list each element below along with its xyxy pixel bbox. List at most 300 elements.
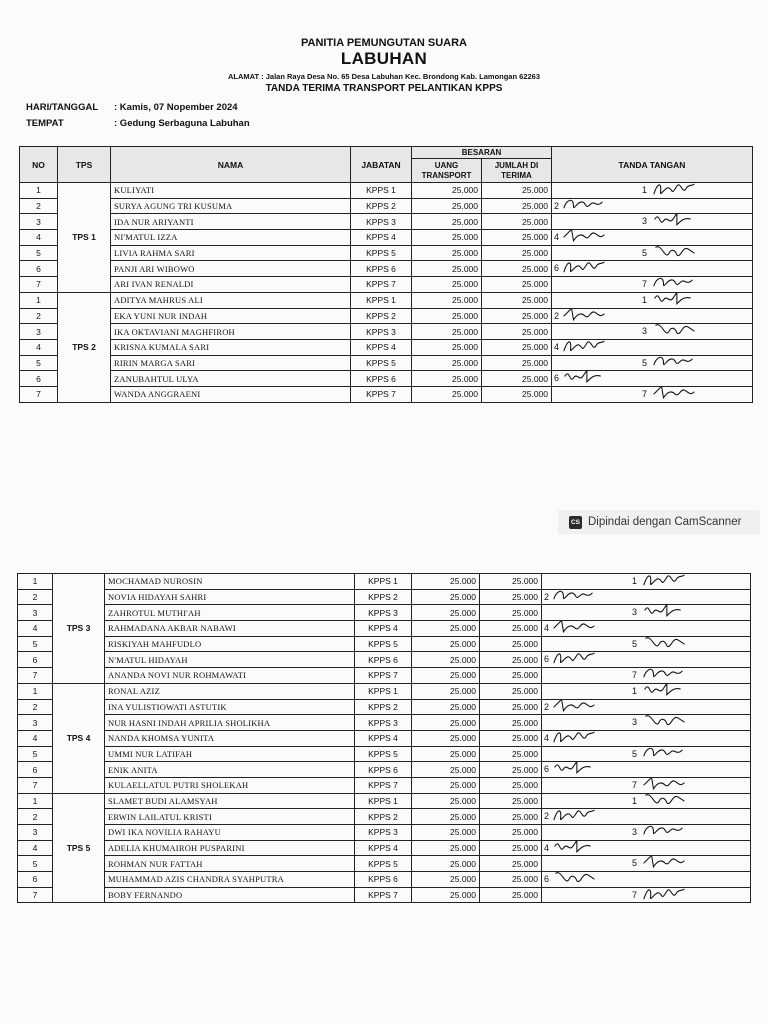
cell-jabatan: KPPS 5 xyxy=(351,355,412,371)
cell-tanda-tangan xyxy=(552,292,753,308)
cell-no: 4 xyxy=(18,730,53,746)
cell-tanda-tangan xyxy=(542,699,751,715)
cell-no: 5 xyxy=(18,746,53,762)
cell-nama: IDA NUR ARIYANTI xyxy=(111,214,351,230)
cell-no: 1 xyxy=(18,793,53,809)
signature-number: 6 xyxy=(554,263,560,274)
cell-uang-transport: 25.000 xyxy=(412,292,482,308)
cell-nama: ROHMAN NUR FATTAH xyxy=(105,856,355,872)
signature-mark xyxy=(552,840,596,856)
cell-uang-transport: 25.000 xyxy=(412,621,480,637)
table-row xyxy=(18,762,751,778)
cell-jabatan: KPPS 5 xyxy=(355,746,412,762)
cell-jabatan: KPPS 7 xyxy=(355,777,412,793)
cell-nama: RIRIN MARGA SARI xyxy=(111,355,351,371)
cell-tanda-tangan xyxy=(542,887,751,903)
cell-nama: BOBY FERNANDO xyxy=(105,887,355,903)
table-row xyxy=(18,777,751,793)
signature-mark xyxy=(642,715,686,731)
cell-jumlah-diterima: 25.000 xyxy=(482,371,552,387)
table-row xyxy=(18,856,751,872)
date-row xyxy=(26,102,238,113)
signature-mark xyxy=(642,605,686,621)
cell-jumlah-diterima: 25.000 xyxy=(482,277,552,293)
table-row xyxy=(20,245,753,261)
cell-tanda-tangan xyxy=(542,840,751,856)
place-value: : Gedung Serbaguna Labuhan xyxy=(114,118,250,129)
cell-jumlah-diterima: 25.000 xyxy=(480,809,542,825)
table-row xyxy=(18,636,751,652)
cell-uang-transport: 25.000 xyxy=(412,230,482,246)
signature-number: 7 xyxy=(642,388,648,399)
cell-nama: KRISNA KUMALA SARI xyxy=(111,339,351,355)
signature-mark xyxy=(552,730,596,746)
cell-jumlah-diterima: 25.000 xyxy=(480,574,542,590)
cell-tanda-tangan xyxy=(552,308,753,324)
signature-number: 1 xyxy=(642,294,648,305)
cell-tanda-tangan xyxy=(552,371,753,387)
signature-mark xyxy=(642,887,686,903)
camscanner-text: Dipindai dengan CamScanner xyxy=(588,516,742,528)
cell-tanda-tangan xyxy=(552,245,753,261)
col-uang-line1: UANG xyxy=(434,160,459,170)
col-besaran: BESARAN xyxy=(412,147,552,159)
cell-nama: ADELIA KHUMAIROH PUSPARINI xyxy=(105,840,355,856)
cell-nama: EKA YUNI NUR INDAH xyxy=(111,308,351,324)
signature-number: 2 xyxy=(544,811,550,822)
cell-no: 7 xyxy=(18,887,53,903)
cell-tanda-tangan xyxy=(552,214,753,230)
cell-jumlah-diterima: 25.000 xyxy=(482,324,552,340)
cell-no: 2 xyxy=(20,198,58,214)
signature-mark xyxy=(652,277,696,293)
cell-jabatan: KPPS 4 xyxy=(351,339,412,355)
table-row xyxy=(18,825,751,841)
cell-uang-transport: 25.000 xyxy=(412,308,482,324)
cell-tanda-tangan xyxy=(542,825,751,841)
cell-no: 7 xyxy=(20,386,58,402)
table-row xyxy=(20,183,753,199)
col-uang-transport xyxy=(412,159,482,183)
document-title: TANDA TERIMA TRANSPORT PELANTIKAN KPPS xyxy=(265,83,503,94)
table-row xyxy=(20,214,753,230)
cell-no: 3 xyxy=(18,825,53,841)
cell-tanda-tangan xyxy=(542,872,751,888)
cell-no: 7 xyxy=(18,777,53,793)
cell-nama: RONAL AZIZ xyxy=(105,683,355,699)
signature-mark xyxy=(642,574,686,590)
camscanner-logo-icon: CS xyxy=(569,516,582,529)
cell-nama: ENIK ANITA xyxy=(105,762,355,778)
cell-tanda-tangan xyxy=(542,777,751,793)
cell-uang-transport: 25.000 xyxy=(412,589,480,605)
cell-tanda-tangan xyxy=(542,605,751,621)
table-row xyxy=(18,668,751,684)
signature-mark xyxy=(652,183,696,199)
table-row xyxy=(18,793,751,809)
cell-uang-transport: 25.000 xyxy=(412,777,480,793)
cell-nama: N'MATUL HIDAYAH xyxy=(105,652,355,668)
signature-number: 1 xyxy=(632,795,638,806)
table-row xyxy=(18,840,751,856)
cell-jabatan: KPPS 5 xyxy=(351,245,412,261)
cell-no: 1 xyxy=(20,183,58,199)
signature-number: 7 xyxy=(642,279,648,290)
cell-jabatan: KPPS 5 xyxy=(355,636,412,652)
cell-uang-transport: 25.000 xyxy=(412,261,482,277)
cell-uang-transport: 25.000 xyxy=(412,371,482,387)
signature-mark xyxy=(642,668,686,684)
table-row xyxy=(18,574,751,590)
cell-uang-transport: 25.000 xyxy=(412,762,480,778)
address-line: ALAMAT : Jalan Raya Desa No. 65 Desa Labuhan Kec. Brondong Kab. Lamongan 62263 xyxy=(227,72,541,81)
cell-tanda-tangan xyxy=(542,589,751,605)
cell-jabatan: KPPS 1 xyxy=(351,292,412,308)
cell-uang-transport: 25.000 xyxy=(412,856,480,872)
table-row xyxy=(18,605,751,621)
cell-jumlah-diterima: 25.000 xyxy=(482,386,552,402)
signature-mark xyxy=(562,371,606,387)
signature-number: 3 xyxy=(642,216,648,227)
cell-uang-transport: 25.000 xyxy=(412,872,480,888)
cell-jumlah-diterima: 25.000 xyxy=(480,636,542,652)
cell-jabatan: KPPS 7 xyxy=(351,386,412,402)
cell-nama: ZANUBAHTUL ULYA xyxy=(111,371,351,387)
cell-jabatan: KPPS 1 xyxy=(355,683,412,699)
cell-jabatan: KPPS 4 xyxy=(355,730,412,746)
cell-nama: NI'MATUL IZZA xyxy=(111,230,351,246)
cell-nama: MUHAMMAD AZIS CHANDRA SYAHPUTRA xyxy=(105,872,355,888)
cell-jumlah-diterima: 25.000 xyxy=(482,230,552,246)
table-row xyxy=(18,683,751,699)
signature-number: 4 xyxy=(554,232,560,243)
cell-jumlah-diterima: 25.000 xyxy=(480,589,542,605)
table-row xyxy=(18,652,751,668)
cell-jumlah-diterima: 25.000 xyxy=(480,621,542,637)
cell-no: 3 xyxy=(20,214,58,230)
cell-uang-transport: 25.000 xyxy=(412,324,482,340)
cell-tps: TPS 1 xyxy=(58,183,111,293)
signature-mark xyxy=(642,746,686,762)
signature-mark xyxy=(552,589,596,605)
cell-jabatan: KPPS 4 xyxy=(355,621,412,637)
cell-no: 6 xyxy=(20,261,58,277)
cell-no: 5 xyxy=(20,355,58,371)
cell-uang-transport: 25.000 xyxy=(412,339,482,355)
table-row xyxy=(18,887,751,903)
cell-uang-transport: 25.000 xyxy=(412,887,480,903)
cell-jumlah-diterima: 25.000 xyxy=(480,605,542,621)
signature-number: 7 xyxy=(632,889,638,900)
signature-number: 4 xyxy=(554,341,560,352)
cell-nama: SURYA AGUNG TRI KUSUMA xyxy=(111,198,351,214)
cell-tanda-tangan xyxy=(542,621,751,637)
cell-no: 1 xyxy=(18,574,53,590)
cell-no: 2 xyxy=(20,308,58,324)
cell-nama: ANANDA NOVI NUR ROHMAWATI xyxy=(105,668,355,684)
cell-jumlah-diterima: 25.000 xyxy=(480,730,542,746)
cell-nama: RISKIYAH MAHFUDLO xyxy=(105,636,355,652)
cell-jumlah-diterima: 25.000 xyxy=(480,762,542,778)
cell-nama: NANDA KHOMSA YUNITA xyxy=(105,730,355,746)
cell-jabatan: KPPS 6 xyxy=(355,872,412,888)
cell-no: 3 xyxy=(18,715,53,731)
signature-mark xyxy=(552,762,596,778)
cell-no: 5 xyxy=(18,856,53,872)
table-row xyxy=(20,308,753,324)
cell-no: 6 xyxy=(18,872,53,888)
place-row xyxy=(26,118,250,129)
table-row xyxy=(20,371,753,387)
signature-mark xyxy=(642,793,686,809)
cell-jumlah-diterima: 25.000 xyxy=(482,339,552,355)
cell-tanda-tangan xyxy=(552,386,753,402)
signature-number: 1 xyxy=(632,576,638,586)
cell-jabatan: KPPS 2 xyxy=(355,809,412,825)
col-tps: TPS xyxy=(58,147,111,183)
cell-uang-transport: 25.000 xyxy=(412,605,480,621)
cell-nama: IKA OKTAVIANI MAGHFIROH xyxy=(111,324,351,340)
cell-jumlah-diterima: 25.000 xyxy=(480,793,542,809)
signature-number: 4 xyxy=(544,842,550,853)
table-row xyxy=(18,872,751,888)
cell-nama: NOVIA HIDAYAH SAHRI xyxy=(105,589,355,605)
cell-jabatan: KPPS 1 xyxy=(355,574,412,590)
signature-mark xyxy=(642,856,686,872)
cell-no: 4 xyxy=(18,840,53,856)
table-row xyxy=(20,324,753,340)
cell-uang-transport: 25.000 xyxy=(412,386,482,402)
cell-jabatan: KPPS 7 xyxy=(351,277,412,293)
signature-number: 7 xyxy=(632,670,638,681)
cell-tps: TPS 3 xyxy=(53,574,105,684)
cell-nama: ZAHROTUL MUTHI'AH xyxy=(105,605,355,621)
cell-tanda-tangan xyxy=(552,355,753,371)
cell-tanda-tangan xyxy=(542,809,751,825)
cell-uang-transport: 25.000 xyxy=(412,746,480,762)
signature-number: 5 xyxy=(642,357,648,368)
cell-tanda-tangan xyxy=(542,715,751,731)
cell-no: 7 xyxy=(20,277,58,293)
table-row xyxy=(20,261,753,277)
table-row xyxy=(18,621,751,637)
cell-jumlah-diterima: 25.000 xyxy=(480,668,542,684)
signature-number: 4 xyxy=(544,732,550,743)
cell-jumlah-diterima: 25.000 xyxy=(482,214,552,230)
cell-jumlah-diterima: 25.000 xyxy=(482,261,552,277)
signature-mark xyxy=(552,872,596,888)
signature-mark xyxy=(652,386,696,402)
cell-jumlah-diterima: 25.000 xyxy=(480,652,542,668)
cell-jumlah-diterima: 25.000 xyxy=(480,840,542,856)
cell-jabatan: KPPS 2 xyxy=(355,589,412,605)
cell-tanda-tangan xyxy=(552,198,753,214)
cell-uang-transport: 25.000 xyxy=(412,214,482,230)
signature-mark xyxy=(562,308,606,324)
signature-mark xyxy=(562,261,606,277)
cell-jabatan: KPPS 6 xyxy=(355,652,412,668)
cell-jabatan: KPPS 6 xyxy=(355,762,412,778)
camscanner-watermark xyxy=(558,510,760,534)
cell-no: 5 xyxy=(20,245,58,261)
cell-nama: ADITYA MAHRUS ALI xyxy=(111,292,351,308)
cell-no: 4 xyxy=(20,230,58,246)
table-row xyxy=(18,730,751,746)
table-row xyxy=(18,809,751,825)
cell-no: 2 xyxy=(18,809,53,825)
signature-mark xyxy=(552,809,596,825)
cell-tanda-tangan xyxy=(552,339,753,355)
table-row xyxy=(20,230,753,246)
cell-nama: ERWIN LAILATUL KRISTI xyxy=(105,809,355,825)
cell-tps: TPS 2 xyxy=(58,292,111,402)
cell-jumlah-diterima: 25.000 xyxy=(480,683,542,699)
cell-no: 5 xyxy=(18,636,53,652)
cell-uang-transport: 25.000 xyxy=(412,668,480,684)
cell-tanda-tangan xyxy=(542,762,751,778)
cell-uang-transport: 25.000 xyxy=(412,825,480,841)
cell-nama: ARI IVAN RENALDI xyxy=(111,277,351,293)
cell-tanda-tangan xyxy=(542,636,751,652)
cell-uang-transport: 25.000 xyxy=(412,636,480,652)
cell-uang-transport: 25.000 xyxy=(412,840,480,856)
cell-no: 7 xyxy=(18,668,53,684)
cell-uang-transport: 25.000 xyxy=(412,277,482,293)
cell-jumlah-diterima: 25.000 xyxy=(480,746,542,762)
table-row xyxy=(20,355,753,371)
signature-number: 1 xyxy=(632,685,638,696)
signature-number: 5 xyxy=(632,638,638,649)
cell-nama: NUR HASNI INDAH APRILIA SHOLIKHA xyxy=(105,715,355,731)
cell-nama: RAHMADANA AKBAR NABAWI xyxy=(105,621,355,637)
cell-tanda-tangan xyxy=(542,793,751,809)
cell-jumlah-diterima: 25.000 xyxy=(480,887,542,903)
date-label: HARI/TANGGAL xyxy=(26,102,99,113)
table-row xyxy=(20,292,753,308)
village-title: LABUHAN xyxy=(340,49,428,68)
cell-no: 2 xyxy=(18,699,53,715)
cell-uang-transport: 25.000 xyxy=(412,715,480,731)
table-row xyxy=(18,589,751,605)
cell-uang-transport: 25.000 xyxy=(412,574,480,590)
cell-jumlah-diterima: 25.000 xyxy=(482,183,552,199)
cell-jabatan: KPPS 7 xyxy=(355,668,412,684)
cell-nama: KULAELLATUL PUTRI SHOLEKAH xyxy=(105,777,355,793)
cell-jabatan: KPPS 2 xyxy=(351,308,412,324)
cell-jabatan: KPPS 7 xyxy=(355,887,412,903)
cell-tanda-tangan xyxy=(552,277,753,293)
cell-uang-transport: 25.000 xyxy=(412,245,482,261)
signature-number: 2 xyxy=(554,200,560,211)
cell-nama: UMMI NUR LATIFAH xyxy=(105,746,355,762)
signature-mark xyxy=(562,339,606,355)
cell-tanda-tangan xyxy=(542,668,751,684)
cell-jabatan: KPPS 3 xyxy=(355,825,412,841)
cell-uang-transport: 25.000 xyxy=(412,793,480,809)
cell-tps: TPS 4 xyxy=(53,683,105,793)
cell-jabatan: KPPS 3 xyxy=(351,214,412,230)
signature-number: 6 xyxy=(544,874,550,885)
signature-number: 3 xyxy=(632,827,638,837)
signature-mark xyxy=(652,245,696,261)
signature-number: 3 xyxy=(632,717,638,728)
signature-mark xyxy=(552,699,596,715)
cell-uang-transport: 25.000 xyxy=(412,652,480,668)
signature-number: 2 xyxy=(544,591,550,602)
signature-number: 4 xyxy=(544,623,550,634)
table-row xyxy=(20,339,753,355)
signature-mark xyxy=(642,636,686,652)
signature-mark xyxy=(652,324,696,340)
cell-uang-transport: 25.000 xyxy=(412,730,480,746)
cell-jumlah-diterima: 25.000 xyxy=(482,198,552,214)
receipt-table-2 xyxy=(17,573,751,903)
place-label: TEMPAT xyxy=(26,118,64,129)
signature-number: 3 xyxy=(632,607,638,618)
cell-tanda-tangan xyxy=(552,183,753,199)
table-row xyxy=(18,746,751,762)
date-value: : Kamis, 07 Nopember 2024 xyxy=(114,102,238,113)
cell-tanda-tangan xyxy=(552,261,753,277)
col-no: NO xyxy=(20,147,58,183)
cell-no: 4 xyxy=(20,339,58,355)
signature-mark xyxy=(552,652,596,668)
signature-number: 7 xyxy=(632,779,638,790)
signature-number: 6 xyxy=(554,373,560,384)
signature-number: 5 xyxy=(642,247,648,258)
cell-no: 3 xyxy=(20,324,58,340)
cell-tanda-tangan xyxy=(542,730,751,746)
signature-number: 5 xyxy=(632,858,638,869)
receipt-table-1 xyxy=(19,146,753,403)
cell-jumlah-diterima: 25.000 xyxy=(480,825,542,841)
col-uang-line2: TRANSPORT xyxy=(421,170,472,180)
cell-uang-transport: 25.000 xyxy=(412,683,480,699)
table-row xyxy=(20,198,753,214)
cell-jumlah-diterima: 25.000 xyxy=(482,355,552,371)
cell-jumlah-diterima: 25.000 xyxy=(480,856,542,872)
signature-mark xyxy=(652,355,696,371)
cell-tanda-tangan xyxy=(552,324,753,340)
cell-tanda-tangan xyxy=(542,856,751,872)
cell-tanda-tangan xyxy=(542,746,751,762)
cell-tanda-tangan xyxy=(542,574,751,590)
cell-nama: LIVIA RAHMA SARI xyxy=(111,245,351,261)
signature-number: 5 xyxy=(632,748,638,759)
table-row xyxy=(18,699,751,715)
signature-mark xyxy=(652,292,696,308)
cell-tps: TPS 5 xyxy=(53,793,105,903)
signature-mark xyxy=(642,777,686,793)
cell-jabatan: KPPS 6 xyxy=(351,261,412,277)
cell-nama: KULIYATI xyxy=(111,183,351,199)
cell-jumlah-diterima: 25.000 xyxy=(480,699,542,715)
cell-nama: DWI IKA NOVILIA RAHAYU xyxy=(105,825,355,841)
cell-no: 4 xyxy=(18,621,53,637)
cell-nama: WANDA ANGGRAENI xyxy=(111,386,351,402)
cell-nama: PANJI ARI WIBOWO xyxy=(111,261,351,277)
cell-jumlah-diterima: 25.000 xyxy=(482,292,552,308)
cell-nama: SLAMET BUDI ALAMSYAH xyxy=(105,793,355,809)
table-row xyxy=(20,277,753,293)
cell-no: 2 xyxy=(18,589,53,605)
cell-jabatan: KPPS 3 xyxy=(355,715,412,731)
cell-no: 6 xyxy=(20,371,58,387)
cell-no: 6 xyxy=(18,762,53,778)
cell-uang-transport: 25.000 xyxy=(412,355,482,371)
cell-jumlah-diterima: 25.000 xyxy=(480,777,542,793)
cell-jumlah-diterima: 25.000 xyxy=(480,715,542,731)
